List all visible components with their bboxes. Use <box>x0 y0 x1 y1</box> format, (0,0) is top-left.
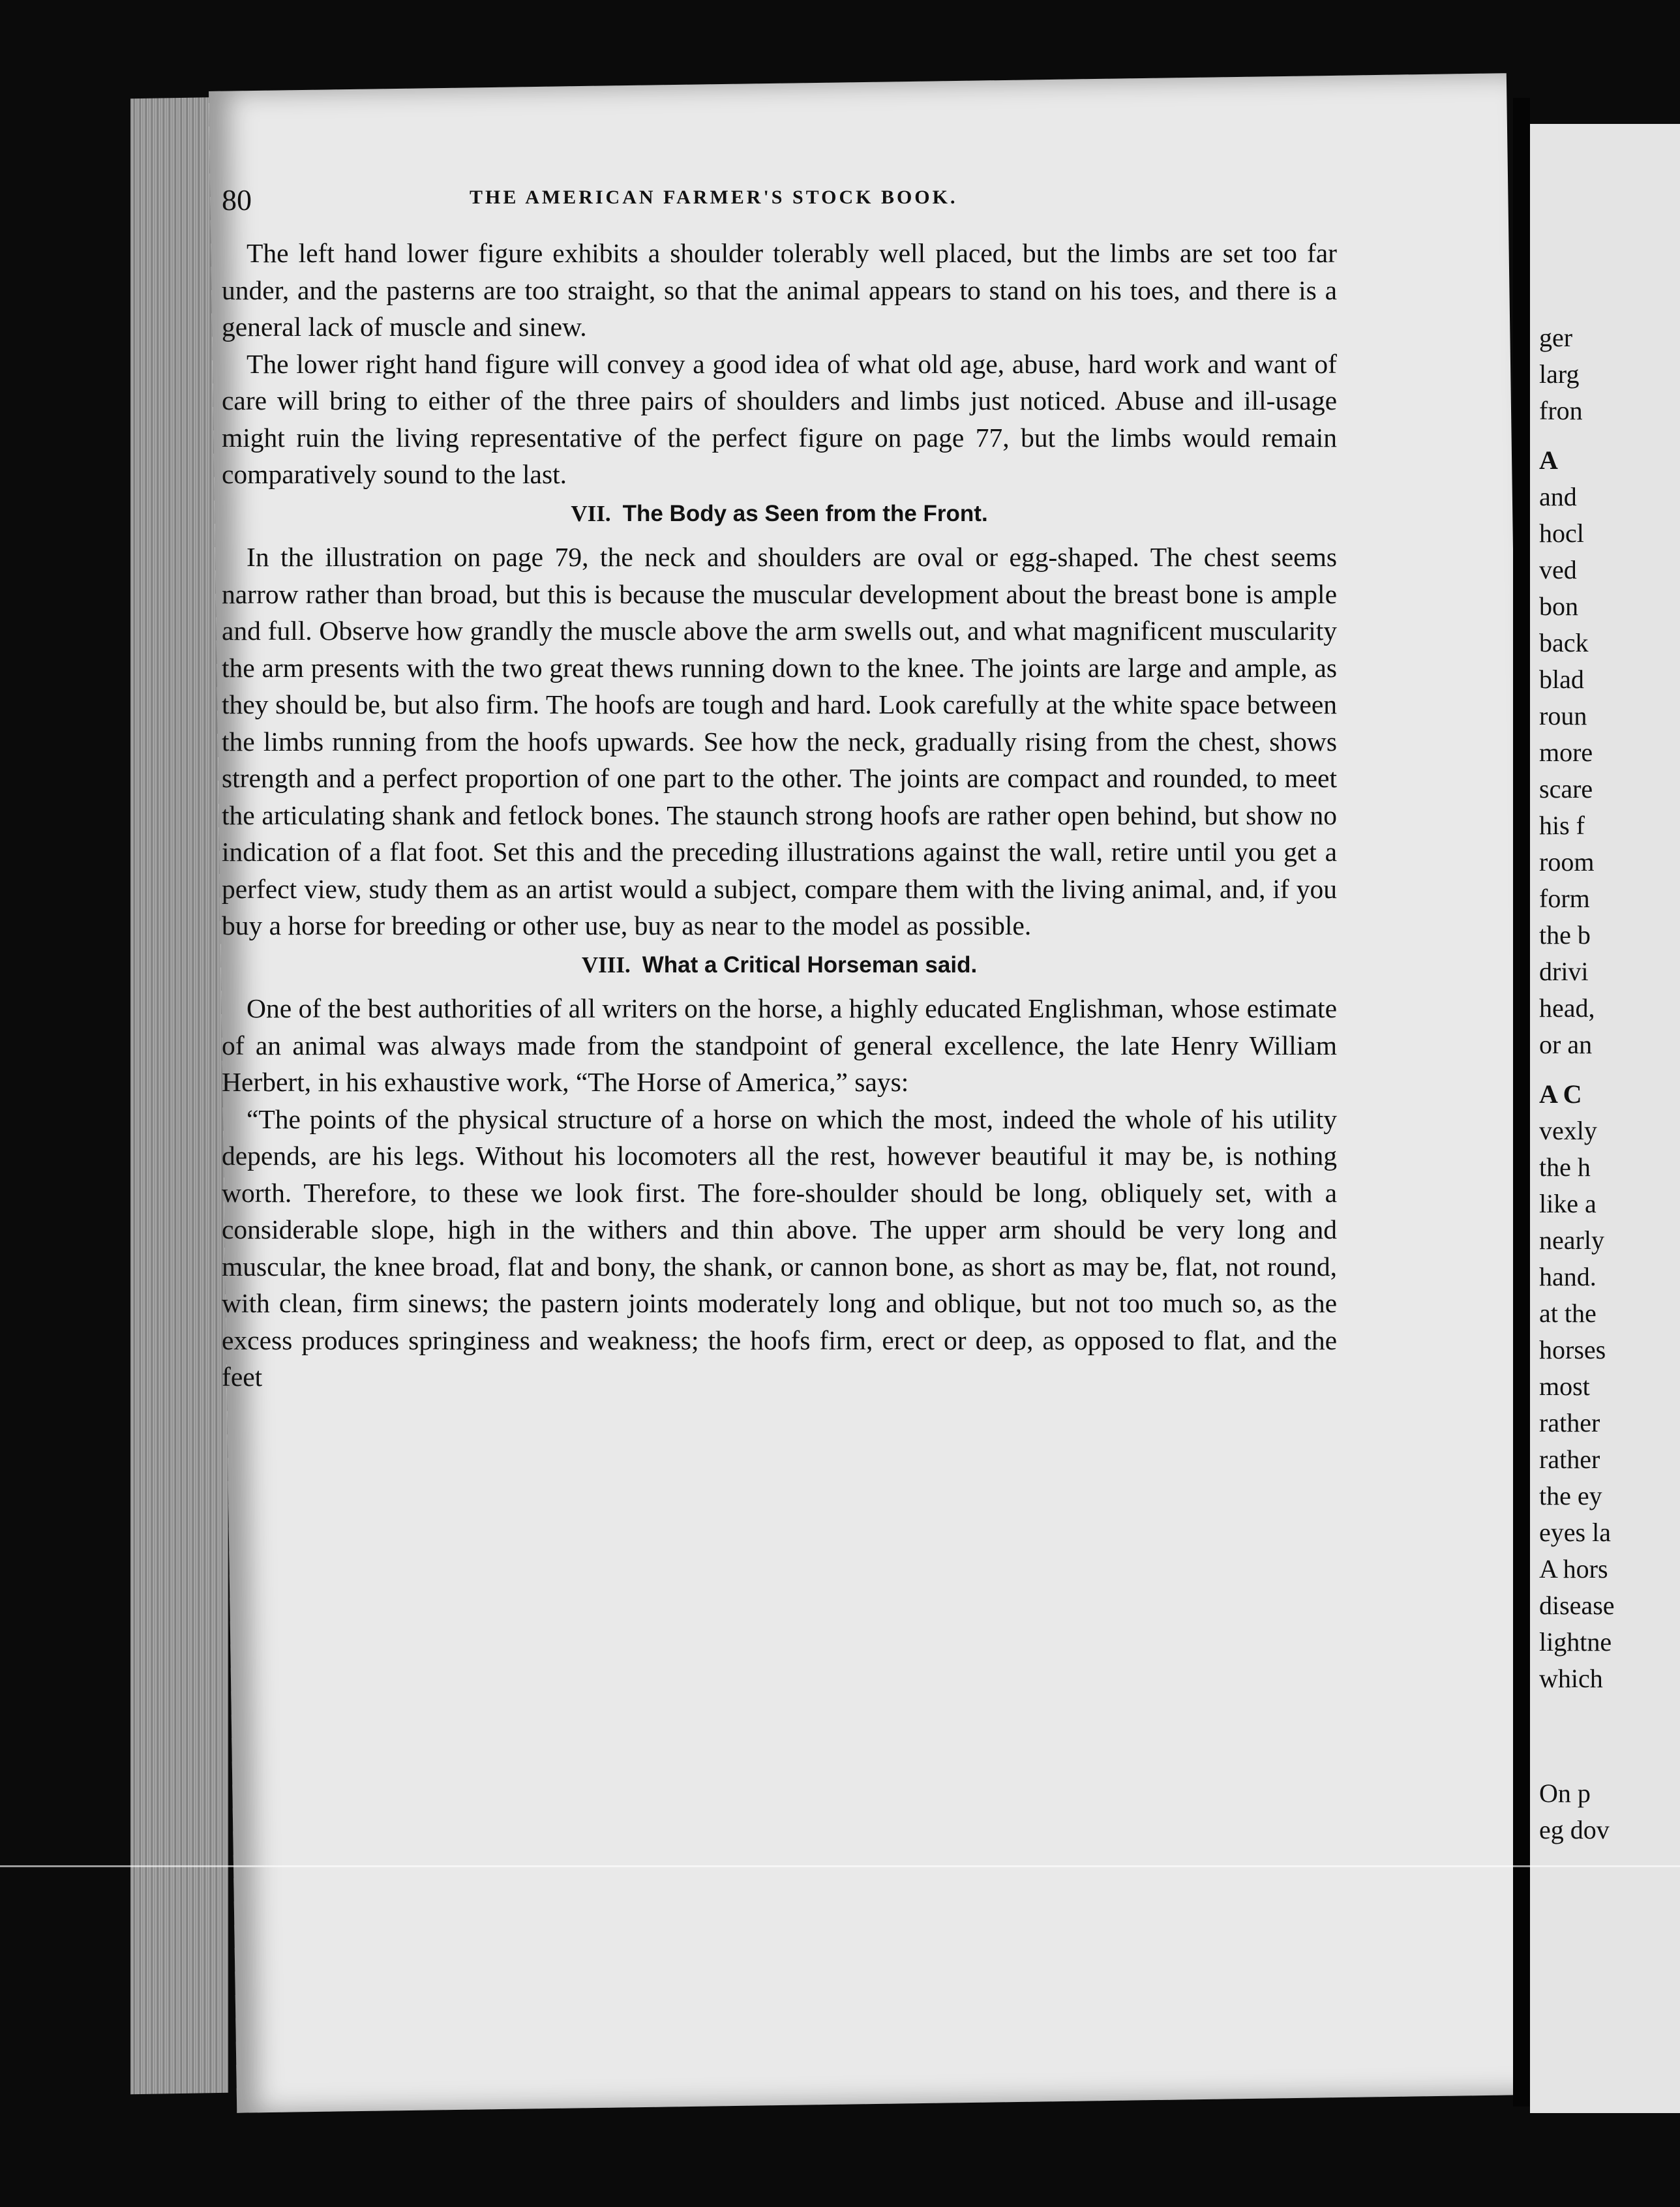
facing-page-line: which <box>1539 1664 1603 1693</box>
facing-page <box>1530 124 1680 2113</box>
facing-page-line: roun <box>1539 701 1587 730</box>
facing-page-line: scare <box>1539 774 1593 803</box>
section-heading <box>222 947 1337 984</box>
facing-page-line: lightne <box>1539 1627 1612 1657</box>
facing-page-line: back <box>1539 628 1589 657</box>
facing-page-line: or an <box>1539 1030 1593 1059</box>
facing-page-line: room <box>1539 847 1595 877</box>
facing-page-line: rather <box>1539 1445 1600 1474</box>
scan-artifact-line <box>0 1865 1680 1867</box>
facing-page-line: the b <box>1539 920 1591 950</box>
facing-page-line: at the <box>1539 1299 1597 1328</box>
paragraph: One of the best authorities of all writers on the horse, a highly educated Englishman, whose estimate of an animal was always made from the standpoint of general excellence, the late Henry William Herbert, in his exhaustive work, “The Horse of America,” says: <box>222 993 1337 1097</box>
facing-page-line: fron <box>1539 396 1583 425</box>
paragraph: The left hand lower figure exhibits a shoulder tolerably well placed, but the limbs are set too far under, and the pasterns are too straight, so that the animal appears to stand on his toes, and there is a general lack of muscle and sinew. <box>222 238 1337 342</box>
page-number: 80 <box>222 183 252 217</box>
running-title: THE AMERICAN FARMER'S STOCK BOOK. <box>470 187 958 208</box>
facing-page-line: most <box>1539 1372 1590 1401</box>
section-heading <box>222 496 1337 533</box>
facing-page-line: A hors <box>1539 1554 1608 1584</box>
facing-page-line: eg dov <box>1539 1815 1610 1844</box>
book-gutter <box>1513 98 1530 2107</box>
facing-page-line: like a <box>1539 1189 1597 1218</box>
facing-page-line: On p <box>1539 1779 1591 1808</box>
facing-page-line: A C <box>1539 1079 1582 1109</box>
facing-page-line: head, <box>1539 993 1595 1023</box>
section-title: What a Critical Horseman said. <box>642 952 978 978</box>
facing-page-line: larg <box>1539 359 1580 389</box>
facing-page-line: disease <box>1539 1591 1615 1620</box>
facing-page-line: eyes la <box>1539 1518 1611 1547</box>
section-number: VII. <box>571 500 611 526</box>
facing-page-line: nearly <box>1539 1225 1604 1255</box>
facing-page-line: A <box>1539 445 1558 475</box>
page-header <box>222 183 1330 222</box>
facing-page-line: form <box>1539 884 1590 913</box>
facing-page-line: ved <box>1539 555 1577 584</box>
section-title: The Body as Seen from the Front. <box>622 500 988 526</box>
facing-page-line: hocl <box>1539 518 1584 548</box>
facing-page-line: his f <box>1539 811 1585 840</box>
facing-page-line: drivi <box>1539 957 1589 986</box>
section-number: VIII. <box>581 952 631 978</box>
page-body <box>222 235 1337 1396</box>
paragraph: The lower right hand figure will convey a good idea of what old age, abuse, hard work and want of care will bring to either of the three pairs of shoulders and limbs just noticed. Abuse and ill-usage might ruin the living representative of the perfect figure on page 77, but the limbs would remain comparatively sound to the last. <box>222 348 1337 489</box>
facing-page-line: vexly <box>1539 1116 1597 1145</box>
paragraph: “The points of the physical structure of a horse on which the most, indeed the whole of his utility depends, are his legs. Without his locomoters all the rest, however beautiful it may be, is nothing worth. Therefore, to these we look first. The fore-shoulder should be long, obliquely set, with a considerable slope, high in the withers and thin above. The upper arm should be very long and muscular, the knee broad, flat and bony, the shank, or cannon bone, as short as may be, flat, not round, with clean, firm sinews; the pastern joints moderately long and oblique, but not too much so, as the excess produces springiness and weakness; the hoofs firm, erect or deep, as opposed to flat, and the feet <box>222 1104 1337 1392</box>
facing-page-line: blad <box>1539 665 1584 694</box>
facing-page-line: more <box>1539 738 1593 767</box>
facing-page-text <box>1539 320 1680 1848</box>
paragraph: In the illustration on page 79, the neck and shoulders are oval or egg-shaped. The chest seems narrow rather than broad, but this is because the muscular development about the breast bone is ample and full. Observe how grandly the muscle above the arm swells out, and what magnificent muscularity the arm presents with the two great thews running down to the knee. The joints are large and ample, as they should be, but also firm. The hoofs are tough and hard. Look carefully at the white space between the limbs running from the hoofs upwards. See how the neck, gradually rising from the chest, shows strength and a perfect proportion of one part to the other. The joints are compact and rounded, to meet the articulating shank and fetlock bones. The staunch strong hoofs are rather open behind, but show no indication of a flat foot. Set this and the preceding illustrations against the wall, retire until you get a perfect view, study them as an artist would a subject, compare them with the living animal, and, if you buy a horse for breeding or other use, buy as near to the model as possible. <box>222 542 1337 940</box>
facing-page-line: horses <box>1539 1335 1606 1364</box>
facing-page-line: the h <box>1539 1152 1591 1182</box>
facing-page-line: rather <box>1539 1408 1600 1437</box>
facing-page-line: hand. <box>1539 1262 1597 1291</box>
facing-page-line: bon <box>1539 592 1578 621</box>
facing-page-line: ger <box>1539 323 1573 352</box>
facing-page-line: the ey <box>1539 1481 1602 1510</box>
facing-page-line: and <box>1539 482 1577 511</box>
